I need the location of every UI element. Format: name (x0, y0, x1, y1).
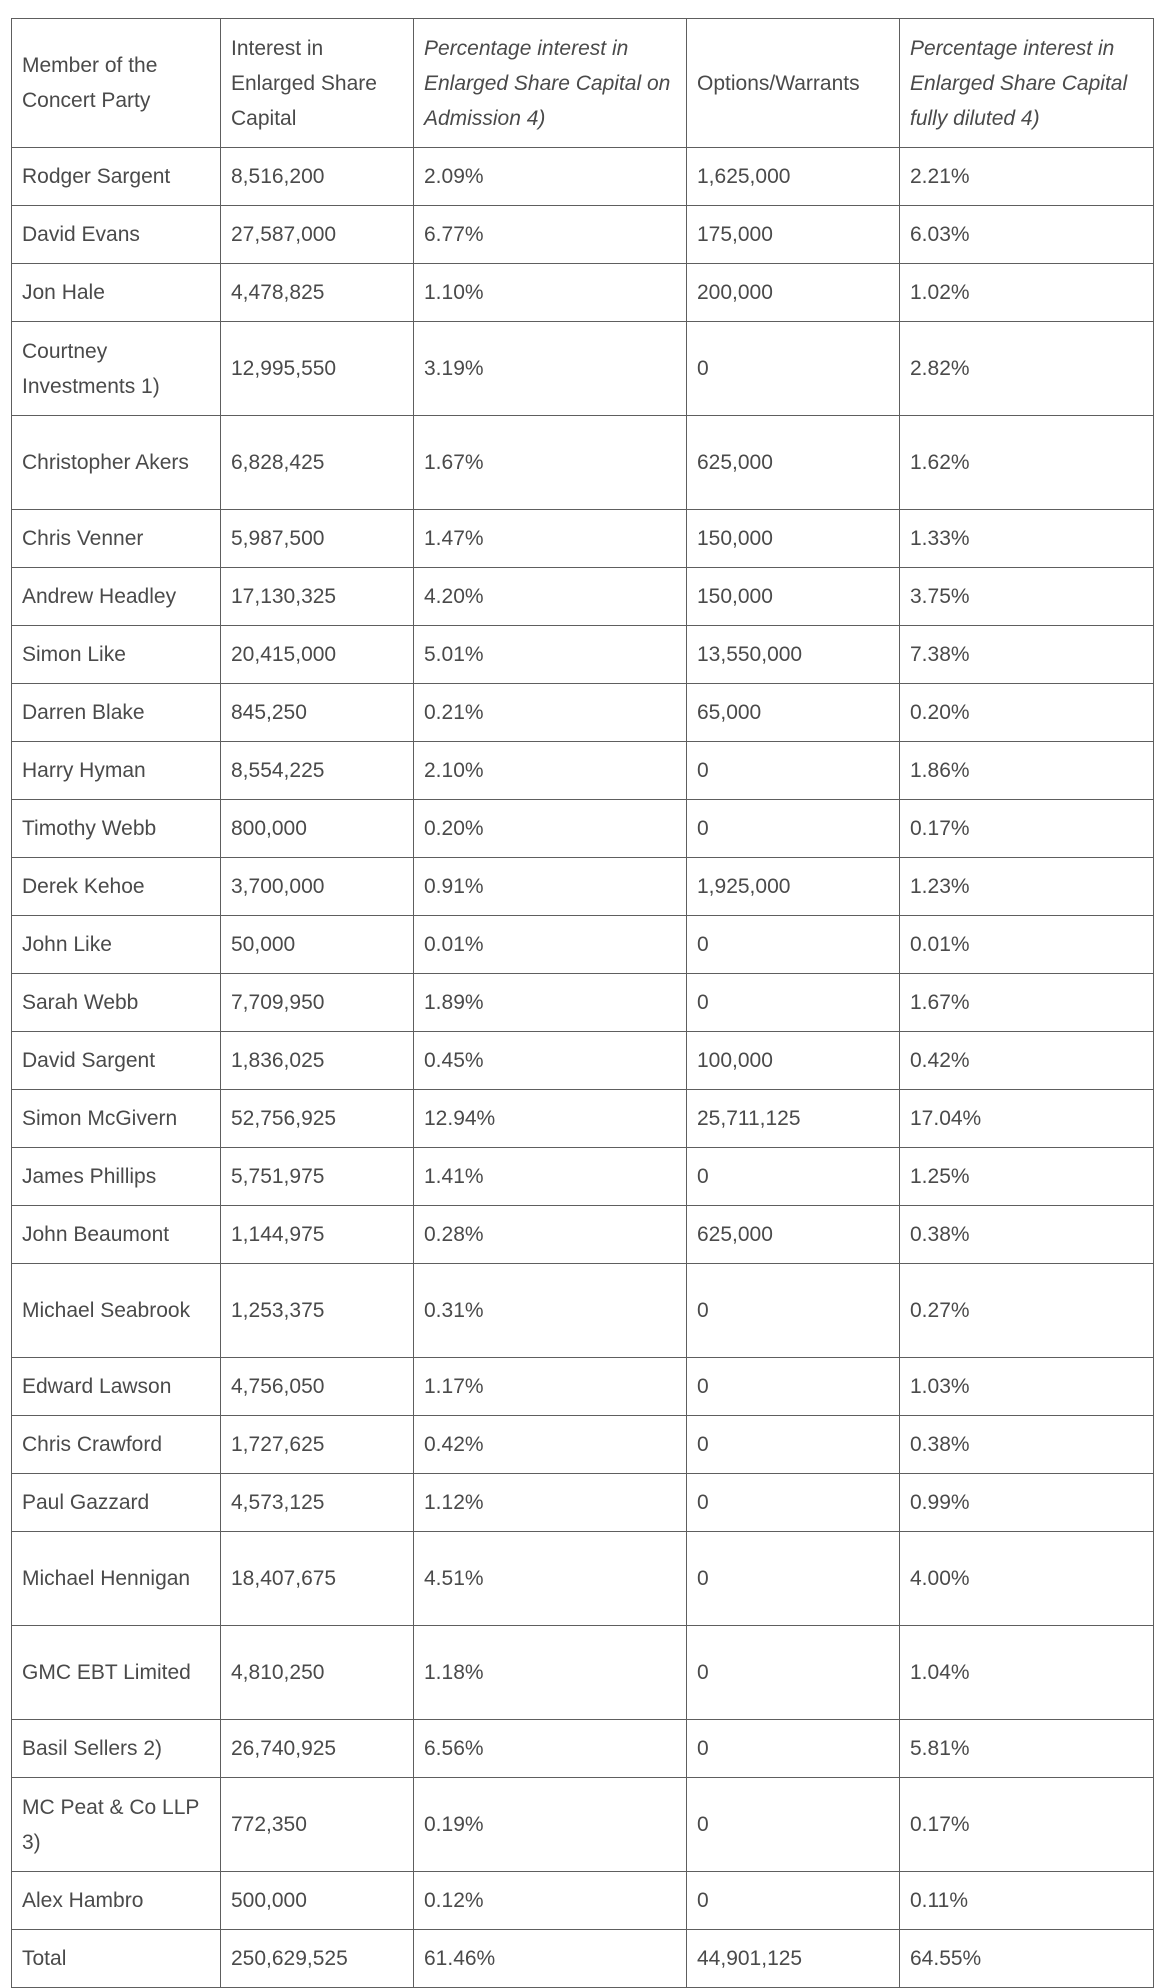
cell-interest: 18,407,675 (221, 1532, 414, 1626)
cell-member: Michael Hennigan (12, 1532, 221, 1626)
cell-options-warrants: 65,000 (687, 684, 900, 742)
table-row (12, 1532, 1154, 1626)
cell-pct-admission: 1.17% (414, 1358, 687, 1416)
cell-pct-fully-diluted: 2.82% (900, 322, 1154, 416)
table-row (12, 858, 1154, 916)
cell-interest: 5,751,975 (221, 1148, 414, 1206)
cell-pct-fully-diluted: 1.67% (900, 974, 1154, 1032)
table-row (12, 626, 1154, 684)
table-row (12, 510, 1154, 568)
cell-interest: 772,350 (221, 1778, 414, 1872)
cell-member: Courtney Investments 1) (12, 322, 221, 416)
cell-pct-fully-diluted: 0.27% (900, 1264, 1154, 1358)
cell-member: Total (12, 1930, 221, 1988)
table-row (12, 1720, 1154, 1778)
table-row (12, 1416, 1154, 1474)
column-header-options-warrants: Options/Warrants (687, 19, 900, 148)
cell-pct-fully-diluted: 3.75% (900, 568, 1154, 626)
cell-options-warrants: 0 (687, 1626, 900, 1720)
table-row (12, 1090, 1154, 1148)
cell-options-warrants: 100,000 (687, 1032, 900, 1090)
cell-options-warrants: 200,000 (687, 264, 900, 322)
cell-options-warrants: 13,550,000 (687, 626, 900, 684)
table-header (12, 19, 1154, 148)
table-row (12, 568, 1154, 626)
cell-member: Darren Blake (12, 684, 221, 742)
cell-pct-admission: 0.12% (414, 1872, 687, 1930)
cell-pct-admission: 1.41% (414, 1148, 687, 1206)
cell-pct-admission: 12.94% (414, 1090, 687, 1148)
cell-pct-admission: 3.19% (414, 322, 687, 416)
table-row (12, 1872, 1154, 1930)
cell-pct-admission: 0.42% (414, 1416, 687, 1474)
cell-options-warrants: 25,711,125 (687, 1090, 900, 1148)
cell-pct-fully-diluted: 1.33% (900, 510, 1154, 568)
cell-pct-admission: 2.09% (414, 148, 687, 206)
cell-options-warrants: 0 (687, 1264, 900, 1358)
cell-options-warrants: 1,925,000 (687, 858, 900, 916)
table-row (12, 1148, 1154, 1206)
cell-member: Chris Venner (12, 510, 221, 568)
cell-options-warrants: 0 (687, 1474, 900, 1532)
column-header-pct-fully-diluted: Percentage interest in Enlarged Share Capital fully diluted 4) (900, 19, 1154, 148)
cell-pct-fully-diluted: 64.55% (900, 1930, 1154, 1988)
cell-options-warrants: 44,901,125 (687, 1930, 900, 1988)
cell-member: MC Peat & Co LLP 3) (12, 1778, 221, 1872)
cell-pct-fully-diluted: 0.99% (900, 1474, 1154, 1532)
cell-interest: 4,573,125 (221, 1474, 414, 1532)
concert-party-table (11, 18, 1154, 1988)
cell-member: David Evans (12, 206, 221, 264)
cell-pct-admission: 0.01% (414, 916, 687, 974)
cell-pct-admission: 0.20% (414, 800, 687, 858)
cell-options-warrants: 0 (687, 1778, 900, 1872)
cell-pct-fully-diluted: 2.21% (900, 148, 1154, 206)
cell-pct-fully-diluted: 17.04% (900, 1090, 1154, 1148)
cell-interest: 800,000 (221, 800, 414, 858)
cell-interest: 26,740,925 (221, 1720, 414, 1778)
cell-pct-admission: 0.19% (414, 1778, 687, 1872)
cell-pct-fully-diluted: 0.17% (900, 800, 1154, 858)
cell-pct-fully-diluted: 0.42% (900, 1032, 1154, 1090)
cell-pct-admission: 5.01% (414, 626, 687, 684)
cell-pct-admission: 61.46% (414, 1930, 687, 1988)
cell-interest: 52,756,925 (221, 1090, 414, 1148)
cell-pct-fully-diluted: 7.38% (900, 626, 1154, 684)
cell-interest: 1,836,025 (221, 1032, 414, 1090)
column-header-member: Member of the Concert Party (12, 19, 221, 148)
cell-interest: 4,810,250 (221, 1626, 414, 1720)
cell-member: Michael Seabrook (12, 1264, 221, 1358)
column-header-interest: Interest in Enlarged Share Capital (221, 19, 414, 148)
cell-pct-fully-diluted: 1.62% (900, 416, 1154, 510)
cell-member: Chris Crawford (12, 1416, 221, 1474)
total-row (12, 1930, 1154, 1988)
cell-pct-admission: 1.89% (414, 974, 687, 1032)
cell-interest: 1,144,975 (221, 1206, 414, 1264)
cell-member: James Phillips (12, 1148, 221, 1206)
cell-interest: 250,629,525 (221, 1930, 414, 1988)
cell-member: Timothy Webb (12, 800, 221, 858)
cell-member: Harry Hyman (12, 742, 221, 800)
cell-options-warrants: 0 (687, 974, 900, 1032)
cell-pct-fully-diluted: 1.02% (900, 264, 1154, 322)
cell-options-warrants: 0 (687, 322, 900, 416)
cell-pct-admission: 0.28% (414, 1206, 687, 1264)
table-row (12, 800, 1154, 858)
cell-pct-admission: 1.10% (414, 264, 687, 322)
cell-pct-fully-diluted: 0.01% (900, 916, 1154, 974)
table-row (12, 974, 1154, 1032)
table-body (12, 148, 1154, 1988)
cell-pct-fully-diluted: 1.86% (900, 742, 1154, 800)
cell-interest: 500,000 (221, 1872, 414, 1930)
table-row (12, 1358, 1154, 1416)
cell-pct-admission: 4.20% (414, 568, 687, 626)
cell-pct-admission: 6.77% (414, 206, 687, 264)
table-row (12, 1206, 1154, 1264)
table-row (12, 742, 1154, 800)
table-row (12, 1474, 1154, 1532)
cell-interest: 7,709,950 (221, 974, 414, 1032)
cell-pct-admission: 6.56% (414, 1720, 687, 1778)
cell-member: John Like (12, 916, 221, 974)
table-row (12, 148, 1154, 206)
cell-options-warrants: 0 (687, 1416, 900, 1474)
cell-options-warrants: 0 (687, 1358, 900, 1416)
cell-pct-fully-diluted: 1.23% (900, 858, 1154, 916)
document (11, 18, 1153, 1988)
cell-options-warrants: 0 (687, 1720, 900, 1778)
table-row (12, 1626, 1154, 1720)
cell-options-warrants: 0 (687, 742, 900, 800)
cell-interest: 8,554,225 (221, 742, 414, 800)
cell-options-warrants: 150,000 (687, 568, 900, 626)
table-row (12, 206, 1154, 264)
cell-pct-admission: 1.47% (414, 510, 687, 568)
table-row (12, 322, 1154, 416)
cell-pct-fully-diluted: 5.81% (900, 1720, 1154, 1778)
table-row (12, 1778, 1154, 1872)
cell-pct-admission: 1.12% (414, 1474, 687, 1532)
cell-pct-fully-diluted: 1.04% (900, 1626, 1154, 1720)
cell-pct-admission: 1.18% (414, 1626, 687, 1720)
cell-interest: 1,253,375 (221, 1264, 414, 1358)
cell-options-warrants: 1,625,000 (687, 148, 900, 206)
cell-options-warrants: 0 (687, 1532, 900, 1626)
cell-pct-fully-diluted: 0.20% (900, 684, 1154, 742)
cell-pct-fully-diluted: 0.38% (900, 1206, 1154, 1264)
cell-pct-admission: 0.91% (414, 858, 687, 916)
cell-interest: 20,415,000 (221, 626, 414, 684)
cell-member: Basil Sellers 2) (12, 1720, 221, 1778)
cell-pct-admission: 4.51% (414, 1532, 687, 1626)
cell-pct-fully-diluted: 0.11% (900, 1872, 1154, 1930)
column-header-pct-admission: Percentage interest in Enlarged Share Capital on Admission 4) (414, 19, 687, 148)
cell-member: David Sargent (12, 1032, 221, 1090)
cell-member: Paul Gazzard (12, 1474, 221, 1532)
cell-interest: 8,516,200 (221, 148, 414, 206)
cell-member: Simon Like (12, 626, 221, 684)
cell-member: GMC EBT Limited (12, 1626, 221, 1720)
cell-interest: 845,250 (221, 684, 414, 742)
cell-member: Edward Lawson (12, 1358, 221, 1416)
cell-pct-fully-diluted: 0.38% (900, 1416, 1154, 1474)
cell-options-warrants: 0 (687, 916, 900, 974)
table-row (12, 916, 1154, 974)
cell-pct-fully-diluted: 6.03% (900, 206, 1154, 264)
cell-pct-admission: 0.31% (414, 1264, 687, 1358)
cell-member: Derek Kehoe (12, 858, 221, 916)
table-row (12, 1032, 1154, 1090)
cell-interest: 27,587,000 (221, 206, 414, 264)
cell-member: Simon McGivern (12, 1090, 221, 1148)
table-row (12, 1264, 1154, 1358)
cell-options-warrants: 0 (687, 800, 900, 858)
cell-interest: 1,727,625 (221, 1416, 414, 1474)
table-row (12, 264, 1154, 322)
header-row (12, 19, 1154, 148)
cell-pct-admission: 2.10% (414, 742, 687, 800)
cell-interest: 3,700,000 (221, 858, 414, 916)
cell-member: Sarah Webb (12, 974, 221, 1032)
cell-options-warrants: 150,000 (687, 510, 900, 568)
cell-interest: 4,756,050 (221, 1358, 414, 1416)
cell-pct-admission: 0.21% (414, 684, 687, 742)
cell-member: Rodger Sargent (12, 148, 221, 206)
cell-interest: 5,987,500 (221, 510, 414, 568)
cell-member: Alex Hambro (12, 1872, 221, 1930)
cell-options-warrants: 0 (687, 1148, 900, 1206)
cell-interest: 12,995,550 (221, 322, 414, 416)
cell-member: John Beaumont (12, 1206, 221, 1264)
cell-pct-admission: 1.67% (414, 416, 687, 510)
cell-interest: 17,130,325 (221, 568, 414, 626)
cell-options-warrants: 625,000 (687, 1206, 900, 1264)
cell-options-warrants: 0 (687, 1872, 900, 1930)
cell-options-warrants: 175,000 (687, 206, 900, 264)
cell-member: Jon Hale (12, 264, 221, 322)
cell-interest: 6,828,425 (221, 416, 414, 510)
cell-interest: 4,478,825 (221, 264, 414, 322)
cell-member: Christopher Akers (12, 416, 221, 510)
cell-options-warrants: 625,000 (687, 416, 900, 510)
cell-pct-fully-diluted: 1.03% (900, 1358, 1154, 1416)
cell-pct-fully-diluted: 0.17% (900, 1778, 1154, 1872)
table-row (12, 416, 1154, 510)
cell-pct-fully-diluted: 1.25% (900, 1148, 1154, 1206)
cell-interest: 50,000 (221, 916, 414, 974)
cell-member: Andrew Headley (12, 568, 221, 626)
cell-pct-fully-diluted: 4.00% (900, 1532, 1154, 1626)
cell-pct-admission: 0.45% (414, 1032, 687, 1090)
table-row (12, 684, 1154, 742)
